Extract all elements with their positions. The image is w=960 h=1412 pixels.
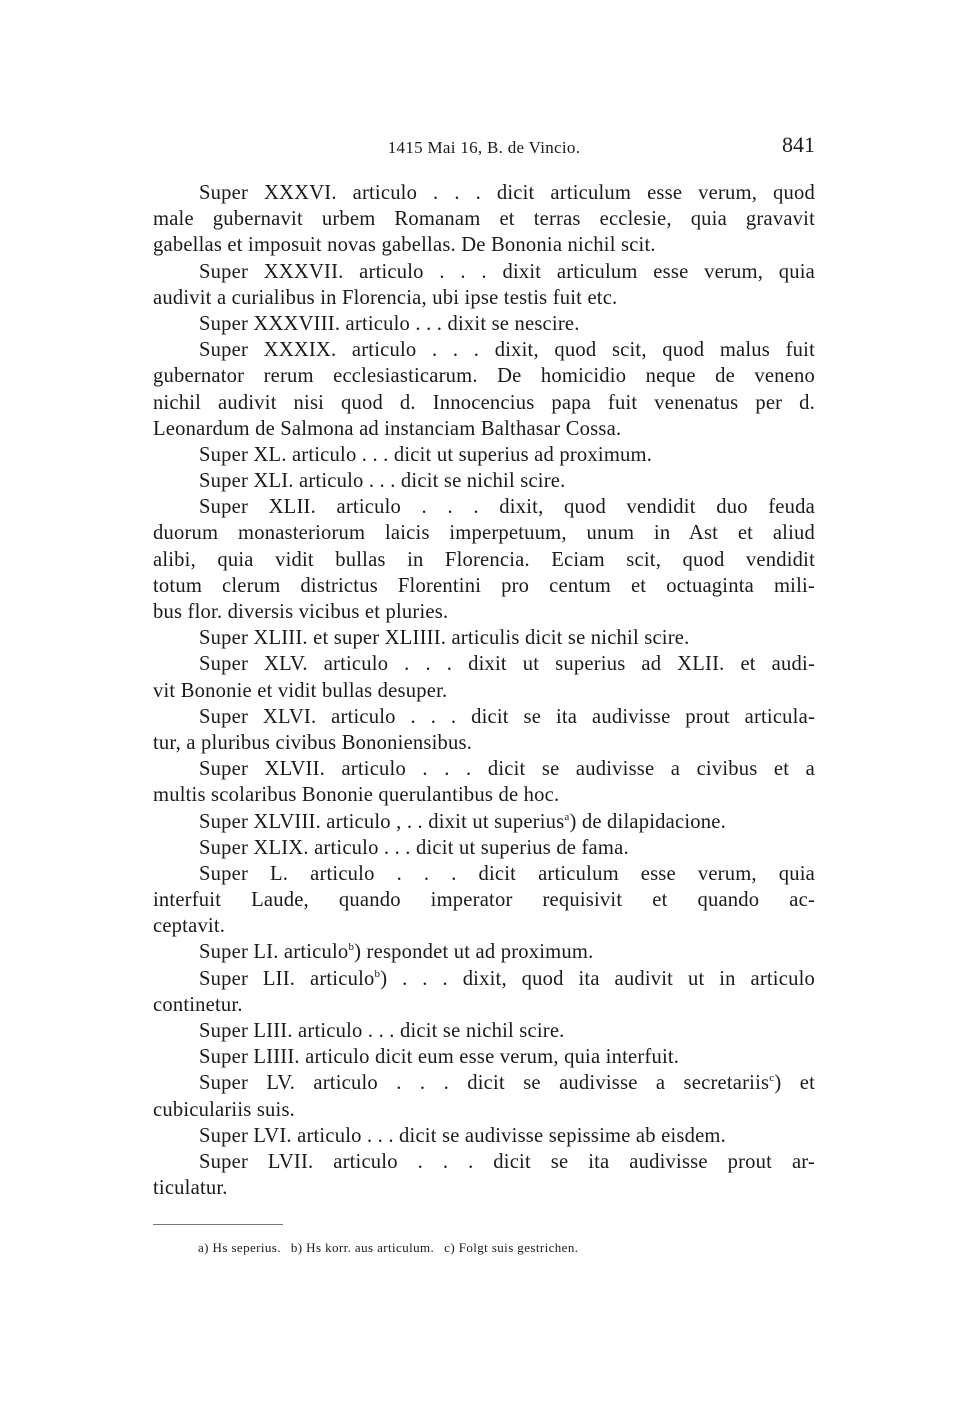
- paragraph: [153, 1018, 815, 1044]
- paragraph: [153, 625, 815, 651]
- text-line: ceptavit.: [153, 915, 226, 938]
- footnotes: [198, 1240, 588, 1256]
- text-line: ticulatur.: [153, 1177, 228, 1200]
- text-line: Super XL. articulo . . . dicit ut superius ad proximum.: [199, 443, 653, 466]
- text-line: Super LVI. articulo . . . dicit se audivisse sepissime ab eisdem.: [199, 1124, 726, 1147]
- paragraph: [153, 1149, 815, 1201]
- text-line: nichil audivit nisi quod d. Innocencius papa fuit venenatus per d.: [153, 391, 815, 414]
- text-line: Super XLII. articulo . . . dixit, quod vendidit duo feuda: [199, 496, 815, 519]
- text-line: multis scolaribus Bononie querulantibus de hoc.: [153, 784, 560, 807]
- text-line: Super XXXVI. articulo . . . dicit articulum esse verum, quod: [199, 182, 815, 204]
- footnote-marker: b: [374, 967, 381, 980]
- text-line: Super XLVII. articulo . . . dicit se audivisse a civibus et a: [199, 758, 815, 781]
- footnote: a) Hs seperius.: [198, 1240, 281, 1255]
- text-line: Leonardum de Salmona ad instanciam Balthasar Cossa.: [153, 417, 622, 440]
- paragraph: [153, 861, 815, 940]
- paragraph: [153, 809, 815, 835]
- text-line: Super XLI. articulo . . . dicit se nichil scire.: [199, 470, 566, 493]
- text-line: gubernator rerum ecclesiasticarum. De homicidio neque de veneno: [153, 365, 815, 388]
- text-line: Super XLVIII. articulo , . . dixit ut superius$^a$) de dilapidacione.: [199, 810, 726, 833]
- text-line: continetur.: [153, 993, 243, 1016]
- text-line: Super XLIX. articulo . . . dicit ut superius de fama.: [199, 836, 629, 859]
- text-line: cubiculariis suis.: [153, 1098, 296, 1121]
- paragraph: [153, 756, 815, 808]
- paragraph: [153, 259, 815, 311]
- text-line: Super LI. articulo$^b$) respondet ut ad proximum.: [199, 941, 594, 964]
- paragraph: [153, 1070, 815, 1122]
- footnote-rule: [153, 1224, 283, 1225]
- text-line: vit Bononie et vidit bullas desuper.: [153, 679, 448, 702]
- paragraph: [153, 704, 815, 756]
- paragraph: [153, 468, 815, 494]
- text-line: Super LIIII. articulo dicit eum esse verum, quia interfuit.: [199, 1046, 680, 1069]
- text-line: Super LVII. articulo . . . dicit se ita audivisse prout ar-: [199, 1150, 815, 1173]
- text-line: Super XLV. articulo . . . dixit ut superius ad XLII. et audi-: [199, 653, 815, 676]
- text-line: audivit a curialibus in Florencia, ubi ipse testis fuit etc.: [153, 286, 618, 309]
- text-line: Super LII. articulo$^b$) . . . dixit, quod ita audivit ut in articulo: [199, 967, 815, 990]
- paragraph: [153, 180, 815, 259]
- text-line: Super L. articulo . . . dicit articulum esse verum, quia: [199, 862, 815, 885]
- text-line: Super LIII. articulo . . . dicit se nichil scire.: [199, 1020, 565, 1042]
- running-head: 1415 Mai 16, B. de Vincio.: [387, 138, 581, 157]
- page-header: [153, 128, 815, 168]
- paragraph: [153, 311, 815, 337]
- text-line: Super XLVI. articulo . . . dicit se ita audivisse prout articula-: [199, 705, 815, 728]
- paragraph: [153, 835, 815, 861]
- text-line: tur, a pluribus civibus Bononiensibus.: [153, 731, 473, 754]
- text-line: totum clerum districtus Florentini pro centum et octuaginta mili-: [153, 574, 815, 597]
- text-line: bus flor. diversis vicibus et pluries.: [153, 601, 449, 623]
- text-line: male gubernavit urbem Romanam et terras ecclesie, quia gravavit: [153, 208, 815, 231]
- footnote-marker: a: [564, 810, 570, 823]
- footnote-marker: c: [769, 1072, 775, 1085]
- text-line: interfuit Laude, quando imperator requisivit et quando ac-: [153, 889, 815, 912]
- text-line: Super XXXVIII. articulo . . . dixit se nescire.: [199, 312, 580, 335]
- paragraph: [153, 442, 815, 468]
- text-line: duorum monasteriorum laicis imperpetuum, unum in Ast et aliud: [153, 522, 815, 545]
- paragraph: [153, 651, 815, 703]
- text-line: Super LV. articulo . . . dicit se audivisse a secretariis$^c$) et: [199, 1072, 815, 1095]
- paragraph: [153, 494, 815, 625]
- footnote-marker: b: [348, 941, 355, 954]
- paragraph: [153, 1044, 815, 1070]
- paragraph: [153, 337, 815, 442]
- body-text: [153, 180, 815, 1201]
- text-line: gabellas et imposuit novas gabellas. De Bononia nichil scit.: [153, 234, 656, 257]
- page-number: 841: [782, 132, 815, 157]
- paragraph: [153, 939, 815, 965]
- footnote: b) Hs korr. aus articulum.: [290, 1240, 435, 1255]
- text-line: alibi, quia vidit bullas in Florencia. Eciam scit, quod vendidit: [153, 548, 815, 571]
- text-line: Super XXXIX. articulo . . . dixit, quod scit, quod malus fuit: [199, 339, 815, 362]
- footnote: c) Folgt suis gestrichen.: [444, 1240, 579, 1255]
- text-line: Super XLIII. et super XLIIII. articulis dicit se nichil scire.: [199, 627, 690, 650]
- text-line: Super XXXVII. articulo . . . dixit articulum esse verum, quia: [199, 260, 815, 283]
- paragraph: [153, 966, 815, 1018]
- paragraph: [153, 1123, 815, 1149]
